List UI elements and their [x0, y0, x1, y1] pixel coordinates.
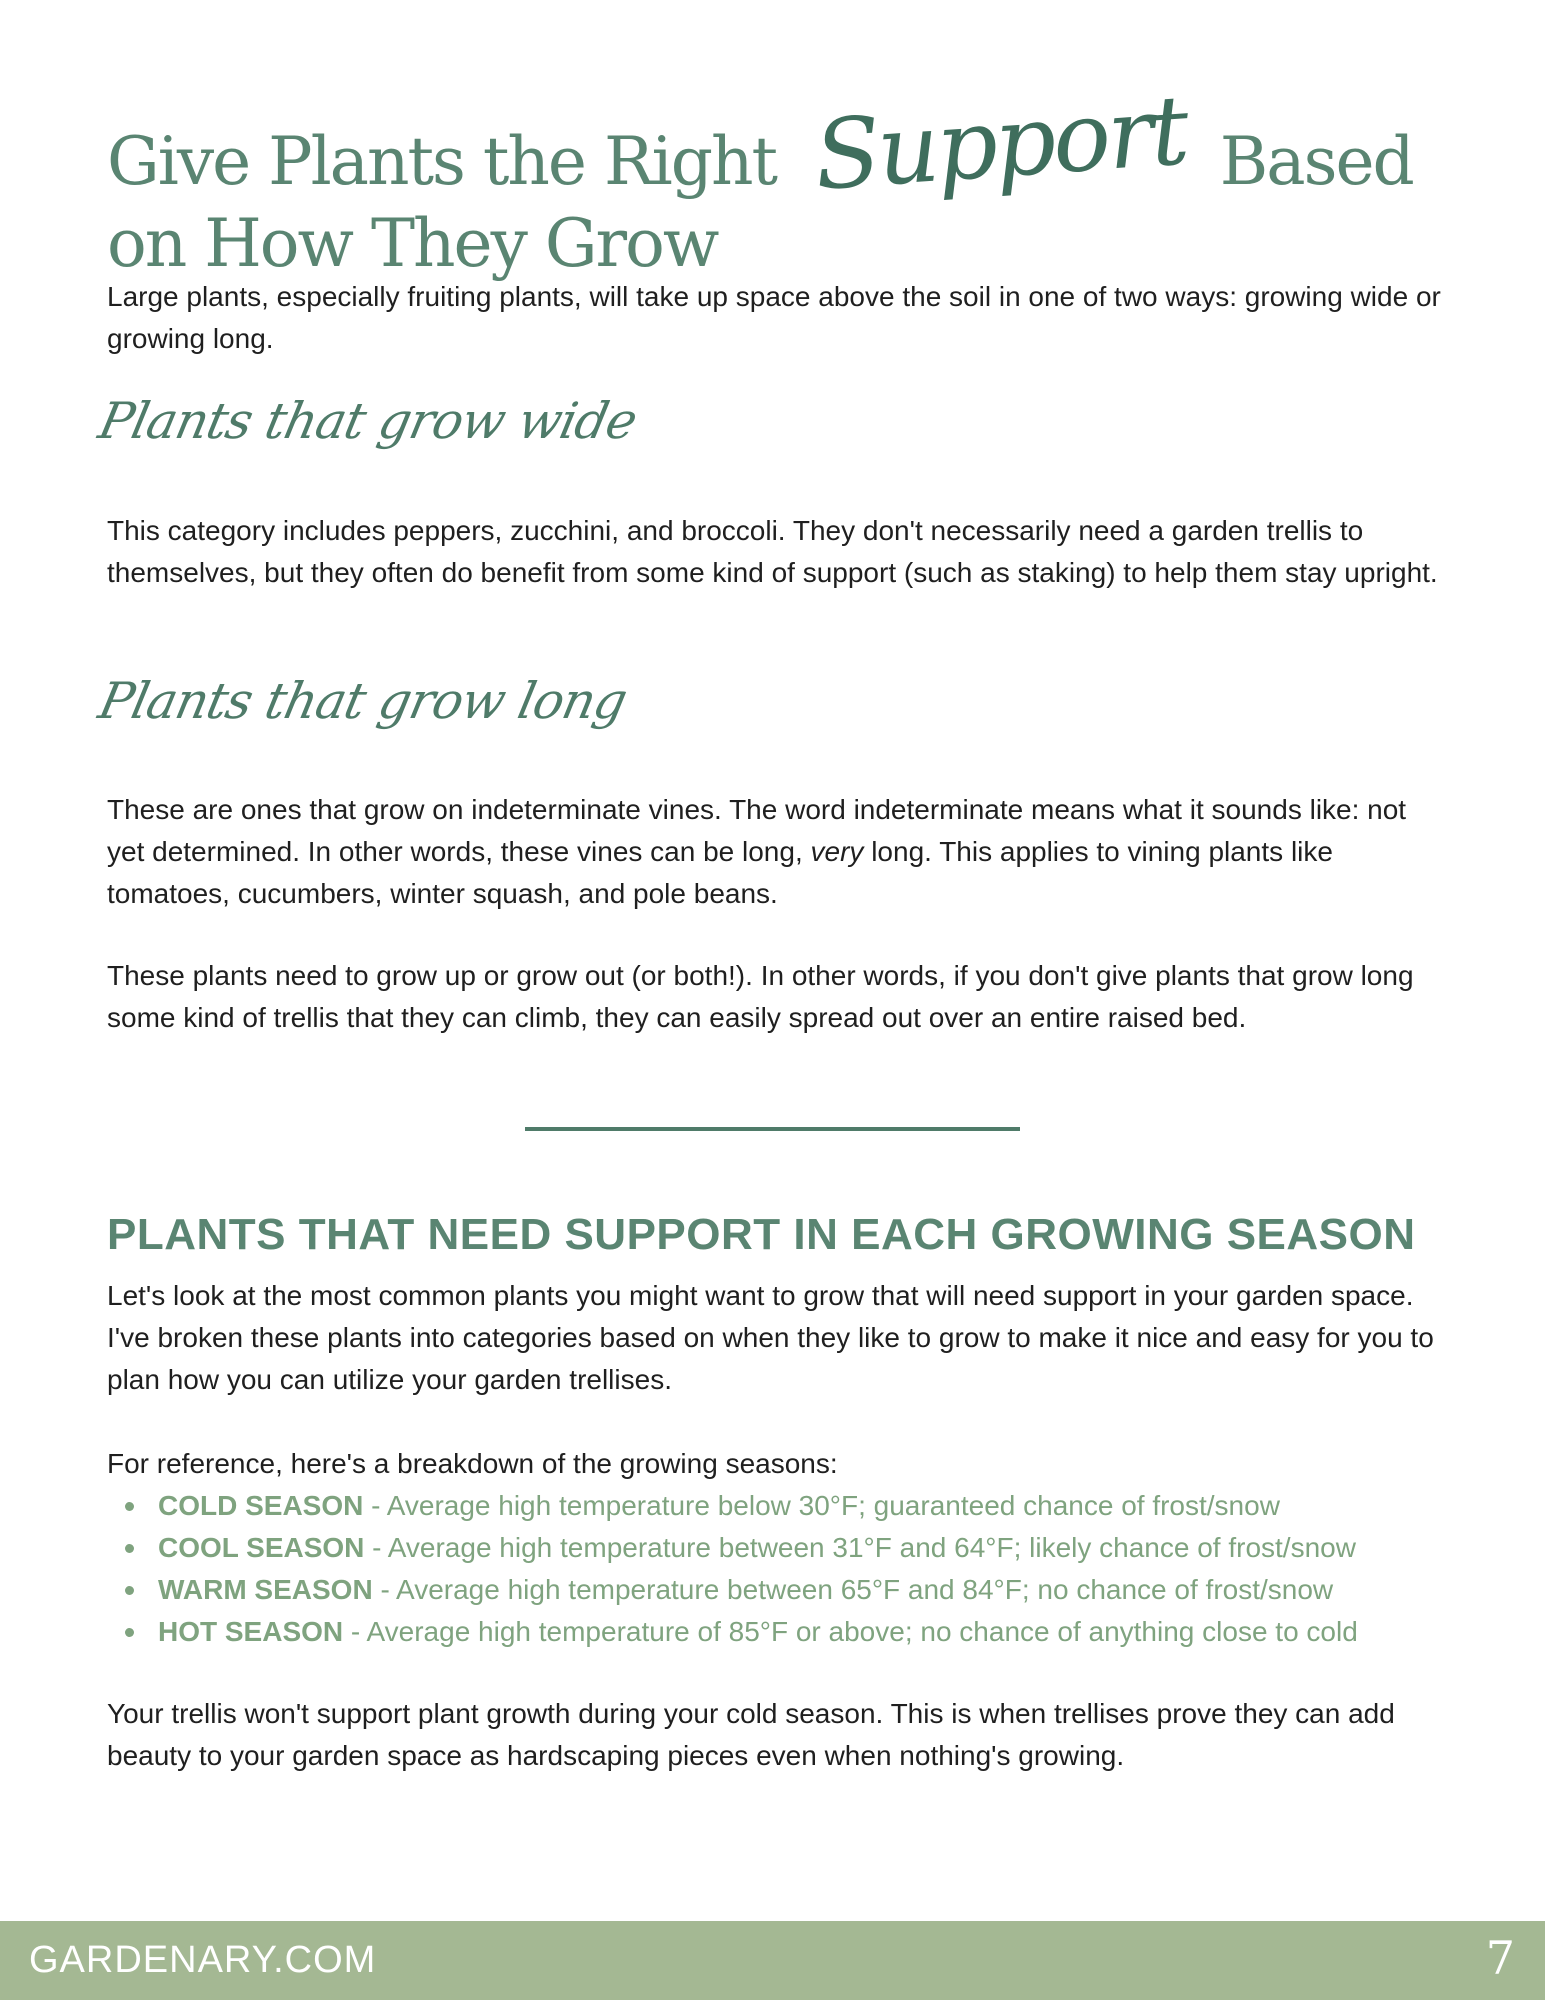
footer-site-name: GARDENARY.COM: [29, 1939, 377, 1981]
grow-long-paragraph-2: These plants need to grow up or grow out (or both!). In other words, if you don't give plants that grow long some kind of trellis that they can climb, they can easily spread out over an entire raised bed.: [107, 960, 1414, 1033]
page-number: 7: [1485, 1931, 1515, 1985]
grow-wide-paragraph: This category includes peppers, zucchini, and broccoli. They don't necessarily need a garden trellis to themselves, but they often do benefit from some kind of support (such as staking) to help them stay upright.: [107, 515, 1438, 588]
grow-long-text-2: long. This applies to vining plants like tomatoes, cucumbers, winter squash, and pole beans.: [107, 836, 1333, 909]
list-item: [107, 1485, 1447, 1527]
grow-long-text-1: These are ones that grow on indeterminate vines. The word indeterminate means what it sounds like: not yet determined. In other words, these vines can be long,: [107, 794, 1407, 867]
grow-long-paragraph: [107, 789, 1447, 915]
list-item: [107, 1527, 1447, 1569]
seasons-reference-line: For reference, here's a breakdown of the growing seasons:: [107, 1448, 838, 1479]
title-part-2: Based on How They Grow: [107, 123, 1413, 282]
season-name: WARM SEASON: [158, 1574, 373, 1605]
subheading-grow-wide: Plants that grow wide: [93, 392, 642, 450]
intro-paragraph: Large plants, especially fruiting plants, will take up space above the soil in one of two ways: growing wide or growing long.: [107, 281, 1441, 354]
season-description: - Average high temperature below 30°F; guaranteed chance of frost/snow: [363, 1490, 1280, 1521]
season-description: - Average high temperature of 85°F or above; no chance of anything close to cold: [343, 1616, 1358, 1647]
section-divider: [525, 1127, 1020, 1131]
season-description: - Average high temperature between 31°F and 64°F; likely chance of frost/snow: [364, 1532, 1356, 1563]
title-part-1: Give Plants the Right: [107, 123, 796, 200]
section-title: PLANTS THAT NEED SUPPORT IN EACH GROWING SEASON: [107, 1210, 1416, 1259]
season-name: COLD SEASON: [158, 1490, 364, 1521]
subheading-grow-long: Plants that grow long: [93, 672, 632, 730]
seasons-list: [107, 1485, 1447, 1653]
title-script-word: Support: [811, 74, 1190, 212]
page-footer: [0, 1921, 1545, 2000]
page-title: [107, 74, 1447, 285]
grow-long-emphasis: very: [810, 836, 864, 867]
list-item: [107, 1611, 1447, 1653]
season-name: COOL SEASON: [158, 1532, 365, 1563]
closing-paragraph: Your trellis won't support plant growth during your cold season. This is when trellises prove they can add beauty to your garden space as hardscaping pieces even when nothing's growing.: [107, 1698, 1395, 1771]
list-item: [107, 1569, 1447, 1611]
season-description: - Average high temperature between 65°F and 84°F; no chance of frost/snow: [372, 1574, 1334, 1605]
section-intro-paragraph: Let's look at the most common plants you might want to grow that will need support in your garden space. I've broken these plants into categories based on when they like to grow to make it nice and easy for you to plan how you can utilize your garden trellises.: [107, 1280, 1434, 1395]
season-name: HOT SEASON: [158, 1616, 344, 1647]
